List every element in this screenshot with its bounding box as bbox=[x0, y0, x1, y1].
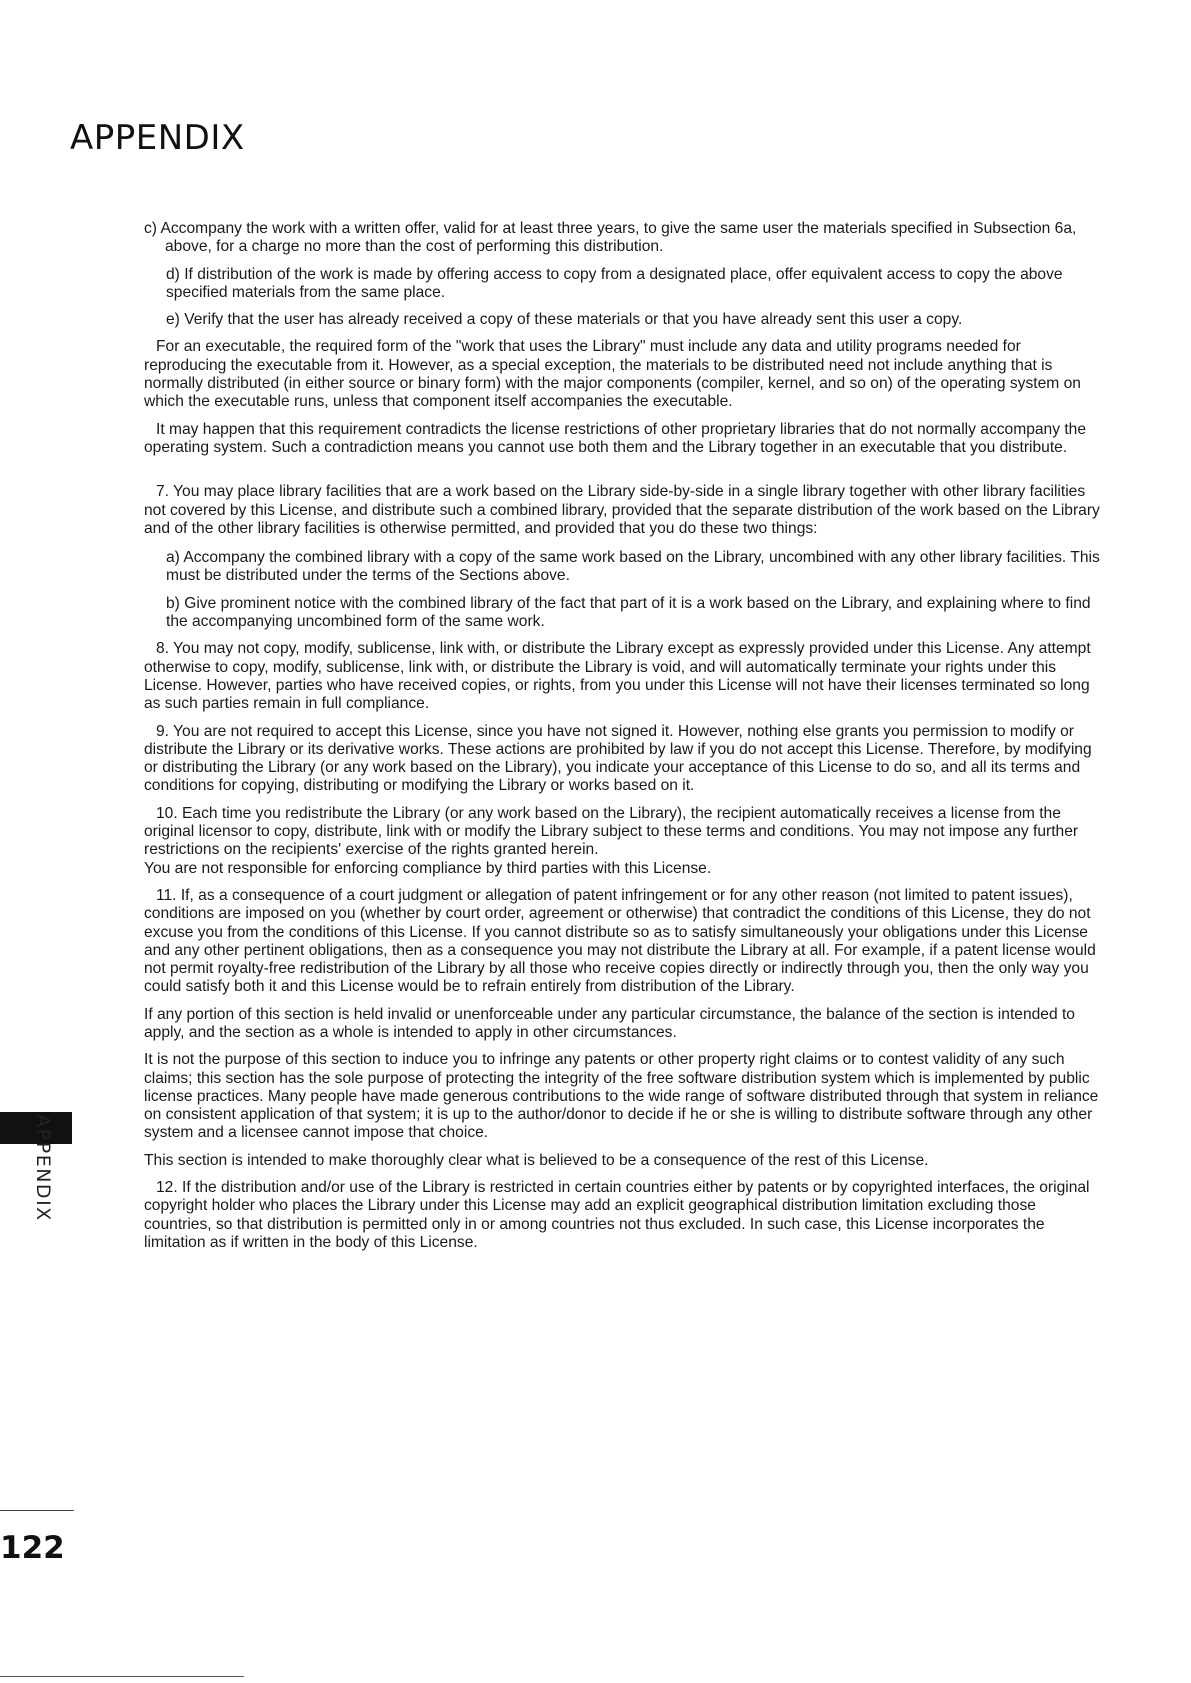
section-10-continued: You are not responsible for enforcing compliance by third parties with this License. bbox=[144, 859, 712, 877]
page-title: APPENDIX bbox=[70, 118, 245, 158]
section-8: 8. You may not copy, modify, sublicense, link with, or distribute the Library except as expressly provided under this License. Any attempt otherwise to copy, modify, sublicense, link with, or distribute the Library is void, and will automatically terminate your rights under this License. However, parties who have received copies, or rights, from you under this License will not have their licenses terminated so long as such parties remain in full compliance. bbox=[144, 640, 1091, 713]
section-9: 9. You are not required to accept this License, since you have not signed it. However, nothing else grants you permission to modify or distribute the Library or its derivative works. These actions are prohibited by law if you do not accept this License. Therefore, by modifying or distributing the Library (or any work based on the Library), you indicate your acceptance of this License to do so, and all its terms and conditions for copying, distributing or modifying the Library or works based on it. bbox=[144, 722, 1092, 795]
footer-divider bbox=[0, 1510, 74, 1511]
section-11: 11. If, as a consequence of a court judgment or allegation of patent infringement or for any other reason (not limited to patent issues), conditions are imposed on you (whether by court order, agreement or otherwise) that contradict the conditions of this License, they do not excuse you from the conditions of this License. If you cannot distribute so as to satisfy simultaneously your obligations under this License and any other pertinent obligations, then as a consequence you may not distribute the Library at all. For example, if a patent license would not permit royalty-free redistribution of the Library by all those who receive copies directly or indirectly through you, then the only way you could satisfy both it and this License would be to refrain entirely from distribution of the Library. bbox=[144, 886, 1096, 996]
paragraph-contradiction: It may happen that this requirement contradicts the license restrictions of other proprietary libraries that do not normally accompany the operating system. Such a contradiction means you cannot use both them and the Library together in an executable that you distribute. bbox=[144, 420, 1087, 456]
clause-6c: c) Accompany the work with a written offer, valid for at least three years, to give the same user the materials specified in Subsection 6a, above, for a charge no more than the cost of performing this distribution. bbox=[144, 220, 1077, 256]
clause-7b: b) Give prominent notice with the combined library of the fact that part of it is a work based on the Library, and explaining where to find the accompanying uncombined form of the same work. bbox=[166, 594, 1091, 631]
side-tab-text: APPENDIX bbox=[32, 1114, 54, 1222]
bottom-divider bbox=[0, 1676, 244, 1677]
license-body bbox=[144, 220, 1102, 1252]
clause-7a: a) Accompany the combined library with a copy of the same work based on the Library, uncombined with any other library facilities. This must be distributed under the terms of the Sections above. bbox=[166, 549, 1100, 585]
section-11-intent: This section is intended to make thoroughly clear what is believed to be a consequence of the rest of this License. bbox=[144, 1151, 929, 1169]
section-12: 12. If the distribution and/or use of the Library is restricted in certain countries either by patents or by copyrighted interfaces, the original copyright holder who places the Library under this License may add an explicit geographical distribution limitation excluding those countries, so that distribution is permitted only in or among countries not thus excluded. In such case, this License incorporates the limitation as if written in the body of this License. bbox=[144, 1179, 1090, 1251]
page-number: 122 bbox=[0, 1530, 65, 1566]
clause-6e: e) Verify that the user has already received a copy of these materials or that you have already sent this user a copy. bbox=[166, 311, 963, 329]
paragraph-executable: For an executable, the required form of the "work that uses the Library" must include any data and utility programs needed for reproducing the executable from it. However, as a special exception, the materials to be distributed need not include anything that is normally distributed (in either source or binary form) with the major components (compiler, kernel, and so on) of the operating system on which the executable runs, unless that component itself accompanies the executable. bbox=[144, 338, 1081, 411]
section-7: 7. You may place library facilities that are a work based on the Library side-by-side in a single library together with other library facilities not covered by this License, and distribute such a combined library, provided that the separate distribution of the work based on the Library and of the other library facilities is otherwise permitted, and provided that you do these two things: bbox=[144, 483, 1100, 537]
section-11-purpose: It is not the purpose of this section to induce you to infringe any patents or other property right claims or to contest validity of any such claims; this section has the sole purpose of protecting the integrity of the free software distribution system which is implemented by public license practices. Many people have made generous contributions to the wide range of software distributed through that system in reliance on consistent application of that system; it is up to the author/donor to decide if he or she is willing to distribute software through any other system and a licensee cannot impose that choice. bbox=[144, 1051, 1099, 1142]
section-11-invalid-portion: If any portion of this section is held invalid or unenforceable under any particular circumstance, the balance of the section is intended to apply, and the section as a whole is intended to apply in other circumstances. bbox=[144, 1005, 1075, 1041]
clause-6d: d) If distribution of the work is made by offering access to copy from a designated place, offer equivalent access to copy the above specified materials from the same place. bbox=[166, 265, 1063, 301]
section-10: 10. Each time you redistribute the Library (or any work based on the Library), the recipient automatically receives a license from the original licensor to copy, distribute, link with or modify the Library subject to these terms and conditions. You may not impose any further restrictions on the recipients' exercise of the rights granted herein. bbox=[144, 804, 1079, 859]
